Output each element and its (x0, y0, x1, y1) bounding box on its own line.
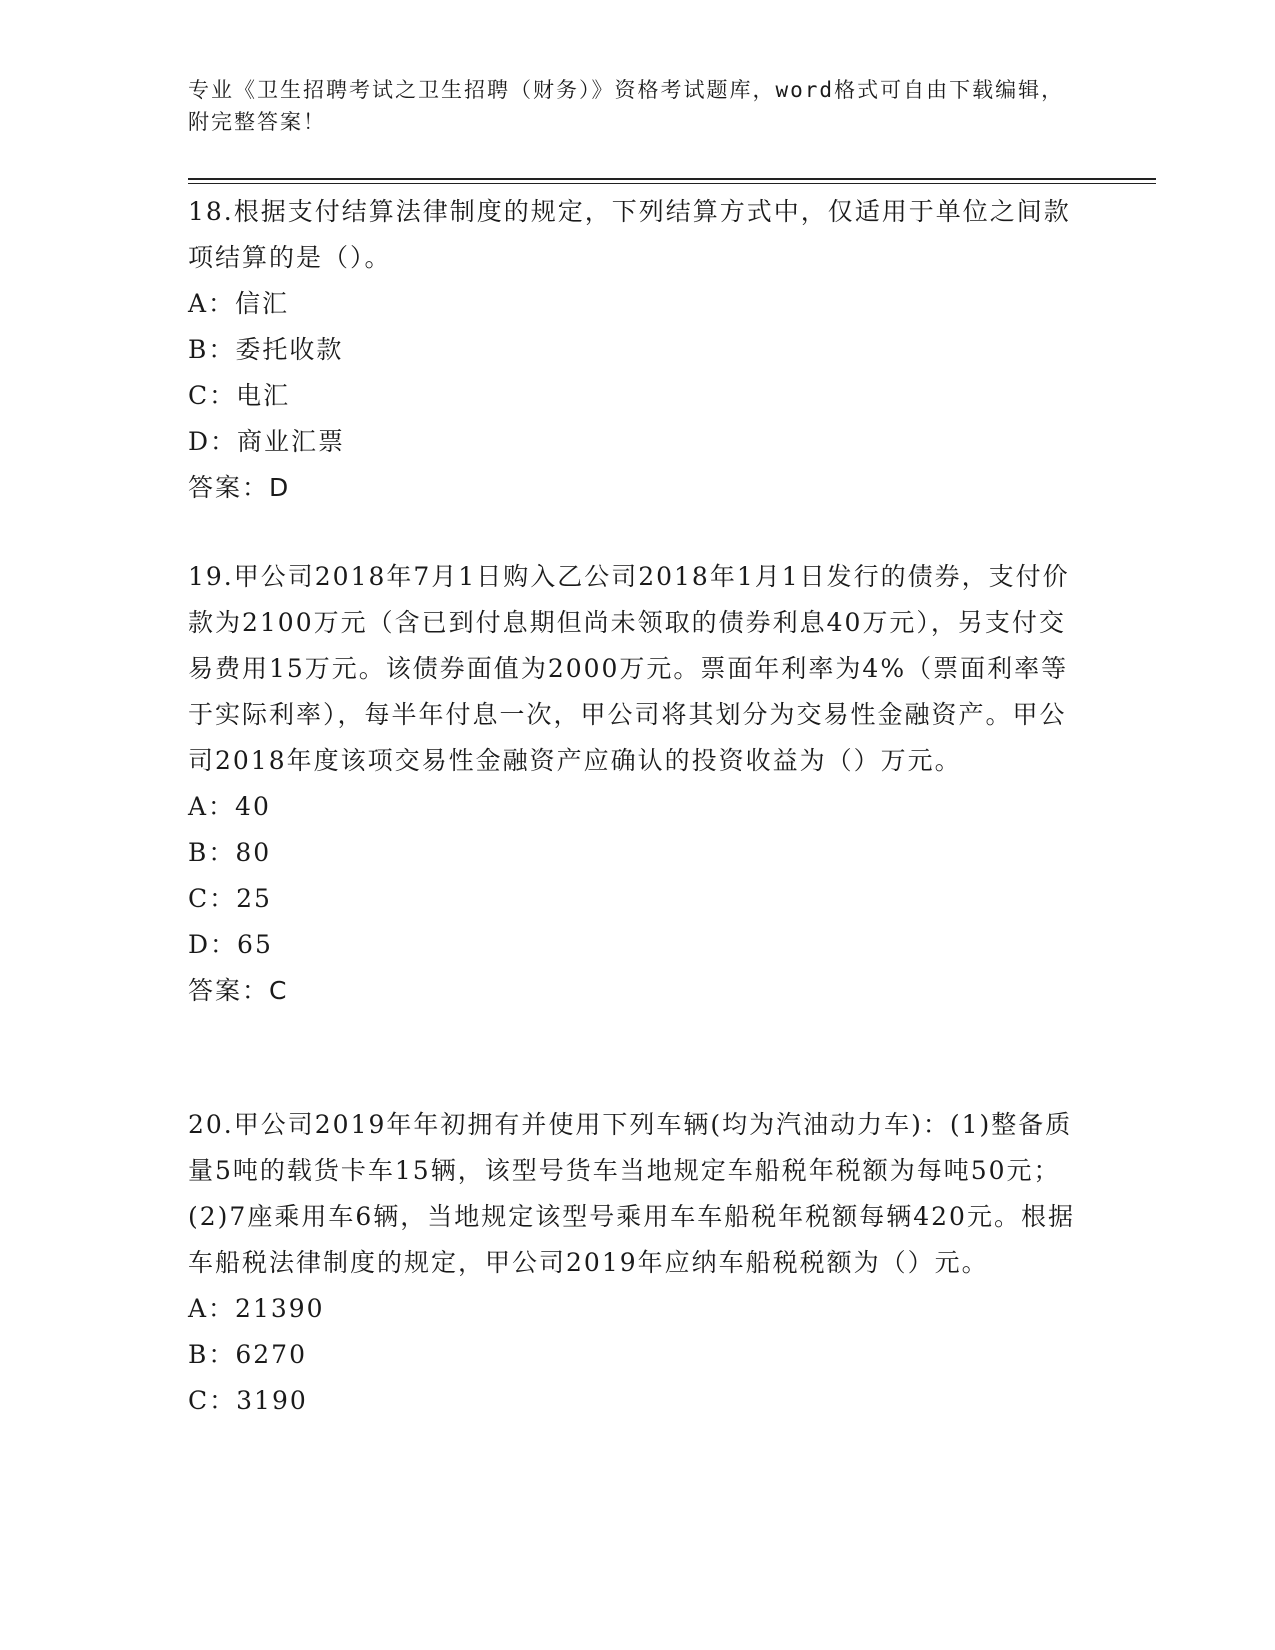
option-d: D：65 (188, 930, 273, 959)
answer: 答案：C (188, 976, 289, 1005)
header-divider-thin (188, 183, 1156, 184)
header-divider (188, 178, 1156, 180)
option-d: D：商业汇票 (188, 427, 346, 456)
option-b: B：6270 (188, 1340, 307, 1369)
option-a: A：21390 (188, 1294, 325, 1323)
option-c: C：3190 (188, 1386, 308, 1415)
question-stem: 20.甲公司2019年年初拥有并使用下列车辆(均为汽油动力车)：(1)整备质量5吨的载货卡车15辆，该型号货车当地规定车船税年税额为每吨50元；(2)7座乘用车6辆，当地规定该型号乘用车车船税年税额每辆420元。根据车船税法律制度的规定，甲公司2019年应纳车船税税额为（）元。 (188, 1110, 1075, 1277)
question-18 (188, 189, 1088, 511)
question-19 (188, 554, 1088, 1014)
option-b: B：80 (188, 838, 272, 867)
option-a: A：40 (188, 792, 271, 821)
question-stem: 19.甲公司2018年7月1日购入乙公司2018年1月1日发行的债券，支付价款为2100万元（含已到付息期但尚未领取的债券利息40万元），另支付交易费用15万元。该债券面值为2000万元。票面年利率为4%（票面利率等于实际利率），每半年付息一次，甲公司将其划分为交易性金融资产。甲公司2018年度该项交易性金融资产应确认的投资收益为（）万元。 (188, 562, 1070, 775)
option-c: C：电汇 (188, 381, 291, 410)
document-header: 专业《卫生招聘考试之卫生招聘（财务）》资格考试题库，word格式可自由下载编辑，附完整答案！ (188, 78, 1065, 134)
option-c: C：25 (188, 884, 272, 913)
question-20 (188, 1102, 1088, 1424)
option-a: A：信汇 (188, 289, 290, 318)
answer: 答案：D (188, 473, 291, 502)
option-b: B：委托收款 (188, 335, 344, 364)
question-stem: 18.根据支付结算法律制度的规定，下列结算方式中，仅适用于单位之间款项结算的是（）。 (188, 197, 1071, 272)
